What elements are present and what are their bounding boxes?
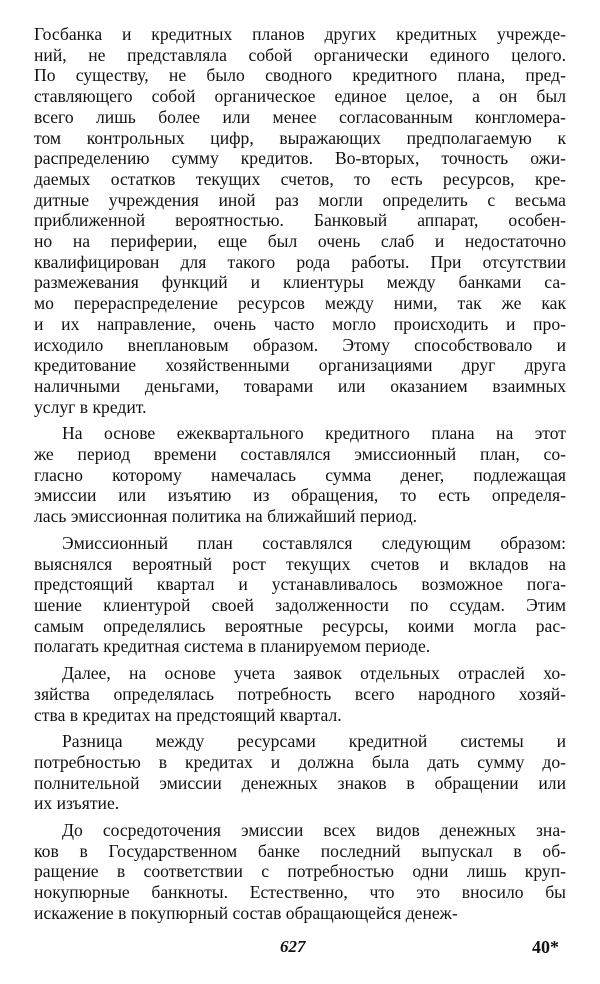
text-line: полнительной эмиссии денежных знаков в обращении или (34, 772, 566, 793)
text-line: Разница между ресурсами кредитной системы и (62, 731, 566, 752)
text-line: гласно которому намечалась сумма денег, подлежащая (34, 464, 566, 485)
text-line: и их направление, очень часто могло происходить и про- (34, 313, 566, 334)
text-line: ков в Государственном банке последний выпускал в об- (34, 840, 566, 861)
text-line: услуг в кредит. (34, 396, 147, 417)
text-line: их изъятие. (34, 793, 120, 814)
text-line: Госбанка и кредитных планов других кредитных учрежде- (34, 24, 566, 44)
page-number: 627 (280, 937, 306, 956)
text-line: исходило внеплановым образом. Этому способствовало и (34, 334, 566, 355)
text-line: зяйства определялась потребность всего народного хозяй- (34, 683, 566, 704)
text-line: самым определялись вероятные ресурсы, коими могла рас- (34, 615, 566, 636)
paragraph-5 (34, 731, 566, 814)
page-footer (0, 937, 600, 961)
text-line: размежевания функций и клиентуры между банками са- (34, 272, 566, 293)
text-line: искажение в покупюрный состав обращающейся денеж- (34, 902, 458, 923)
text-line: лась эмиссионная политика на ближайший период. (34, 506, 418, 527)
text-line: эмиссии или изъятию из обращения, то есть определя- (34, 485, 566, 506)
text-line: полагать кредитная система в планируемом периоде. (34, 636, 431, 657)
text-line: До сосредоточения эмиссии всех видов денежных зна- (62, 820, 566, 841)
document-body (34, 24, 566, 930)
paragraph-3 (34, 533, 566, 657)
text-line: ставляющего собой органическое единое целое, а он был (34, 86, 566, 107)
paragraph-4 (34, 663, 566, 725)
text-line: ства в кредитах на предстоящий квартал. (34, 704, 342, 725)
text-line: Далее, на основе учета заявок отдельных отраслей хо- (62, 663, 566, 684)
text-line: том контрольных цифр, выражающих предполагаемую к (34, 127, 566, 148)
signature-mark: 40* (532, 937, 559, 957)
text-line: дитные учреждения иной раз могли определить с весьма (34, 189, 566, 210)
text-line: На основе ежеквартального кредитного плана на этот (62, 423, 566, 444)
text-line: но на периферии, еще был очень слаб и недостаточно (34, 231, 566, 252)
text-line: наличными деньгами, товарами или оказанием взаимных (34, 375, 566, 396)
text-line: мо перераспределение ресурсов между ними, так же как (34, 293, 566, 314)
text-line: же период времени составлялся эмиссионный план, со- (34, 444, 566, 465)
text-line: выяснялся вероятный рост текущих счетов и вкладов на (34, 553, 566, 574)
text-line: распределению сумму кредитов. Во-вторых, точность ожи- (34, 148, 566, 169)
text-line: Эмиссионный план составлялся следующим образом: (62, 532, 566, 553)
text-line: предстоящий квартал и устанавливалось возможное пога- (34, 574, 566, 595)
text-line: приближенной вероятностью. Банковый аппарат, особен- (34, 210, 566, 231)
text-line: шение клиентурой своей задолженности по ссудам. Этим (34, 594, 566, 615)
text-line: ращение в соответствии с потребностью одни лишь круп- (34, 861, 566, 882)
text-line: По существу, не было сводного кредитного плана, пред- (34, 65, 566, 86)
paragraph-2 (34, 423, 566, 527)
paragraph-6 (34, 820, 566, 924)
text-line: кредитование хозяйственными организациями друг друга (34, 355, 566, 376)
text-line: ний, не представляла собой органически единого целого. (34, 44, 566, 65)
text-line: потребностью в кредитах и должна была дать сумму до- (34, 751, 566, 772)
text-line: даемых остатков текущих счетов, то есть ресурсов, кре- (34, 168, 566, 189)
text-line: нокупюрные банкноты. Естественно, что это вносило бы (34, 882, 566, 903)
paragraph-1 (34, 24, 566, 417)
text-line: квалифицирован для такого рода работы. При отсутствии (34, 251, 566, 272)
text-line: всего лишь более или менее согласованным конгломера- (34, 106, 566, 127)
